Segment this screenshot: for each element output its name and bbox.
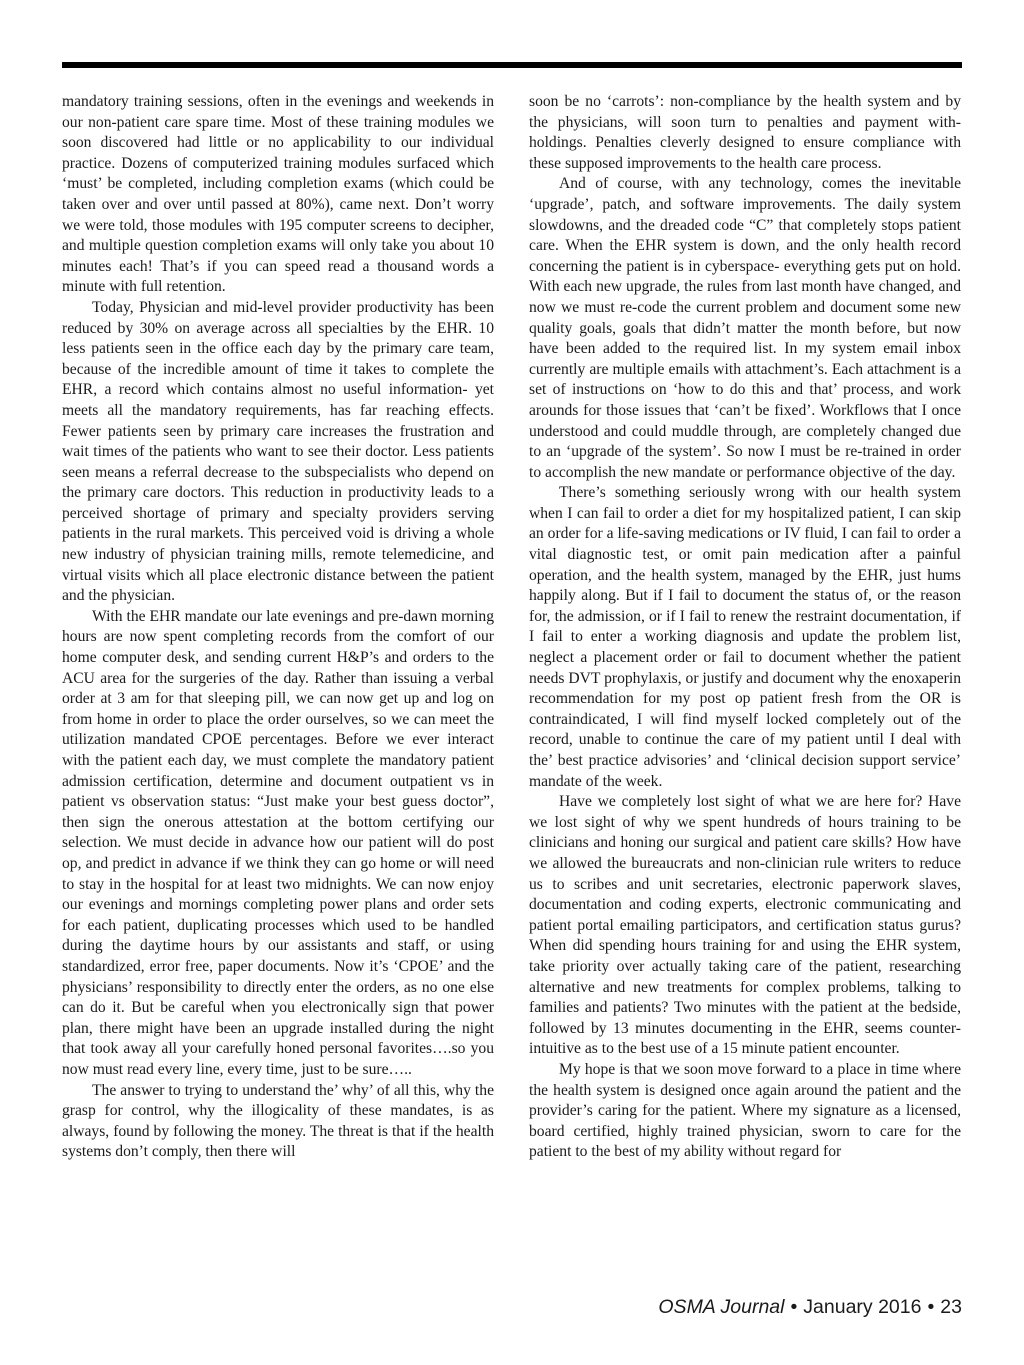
paragraph: With the EHR mandate our late evenings and pre-dawn morning hours are now spent completing records from the comfort of our home computer desk, and sending current H&P’s and orders to the ACU area for the surgeries of the day. Rather than issuing a verbal order at 3 am for that sleeping pill, we can now get up and log on from home in order to place the order ourselves, so we can meet the utilization mandated CPOE percentages. Before we ever interact with the patient each day, we must complete the mandatory patient admission certification, determine and document outpatient vs in patient vs observation status: “Just make your best guess doctor”, then sign the onerous attestation at the bottom certifying our selection. We must decide in advance how our patient will do post op, and predict in advance if we think they can go home or will need to stay in the hospital for at least two midnights. We can now enjoy our evenings and mornings completing power plans and order sets for each patient, duplicating processes which used to be handled during the daytime hours by our assistants and staff, or using standardized, error free, paper documents. Now it’s ‘CPOE’ and the physicians’ responsibility to directly enter the orders, as no one else can do it. But be careful when you electronically sign that power plan, there might have been an upgrade installed during the night that took away all your carefully honed personal favorites….so you now must read every line, every time, just to be sure….. (62, 607, 494, 1078)
separator-dot: • (927, 1296, 935, 1318)
top-rule (62, 62, 962, 68)
paragraph: mandatory training sessions, often in the evenings and weekends in our non-patient care spare time. Most of these training modules we soon discovered had little or no applicability to our individual practice. Dozens of computerized training modules surfaced which ‘must’ be completed, including completion exams (which could be taken over and over until passed at 80%), came next. Don’t worry we were told, those modules with 195 computer screens to decipher, and multiple question completion exams will only take you about 10 minutes each! That’s if you can speed read a thousand words a minute with full retention. (62, 93, 494, 296)
paragraph: soon be no ‘carrots’: non-compliance by the health system and by the physicians, will soon turn to penalties and payment with-holdings. Penalties cleverly designed to ensure compliance with these supposed improvements to the health care process. (529, 93, 961, 172)
issue-date: January 2016 (803, 1296, 922, 1318)
paragraph: Today, Physician and mid-level provider productivity has been reduced by 30% on average across all specialties by the EHR. 10 less patients seen in the office each day by the primary care team, because of the incredible amount of time it takes to complete the EHR, a record which contains almost no useful information- yet meets all the mandatory requirements, has far reaching effects. Fewer patients seen by primary care increases the frustration and wait times of the patients who want to see their doctor. Less patients seen means a referral decrease to the subspecialists who depend on the primary care doctors. This reduction in productivity leads to a perceived shortage of primary and specialty providers serving patients in the rural markets. This perceived void is driving a whole new industry of physician training mills, remote telemedicine, and virtual visits which all place electronic distance between the patient and the physician. (62, 298, 494, 605)
paragraph: There’s something seriously wrong with our health system when I can fail to order a diet for my hospitalized patient, I can skip an order for a life-saving medications or IV fluid, I can fail to order a vital diagnostic test, or omit pain medication after a painful operation, and the health system, managed by the EHR, just hums happily along. But if I fail to document the status of, or the reason for, the admission, or if I fail to renew the restraint documentation, if I fail to enter a working diagnosis and update the problem list, neglect a placement order or fail to document whether the patient needs DVT prophylaxis, or justify and document why the enoxaperin recommendation for my post op patient fresh from the OR is contraindicated, I will find myself locked completely out of the record, unable to continue the care of my patient until I deal with the’ best practice advisories’ and ‘clinical decision support service’ mandate of the week. (529, 484, 961, 790)
separator-dot: • (790, 1296, 798, 1318)
page-number: 23 (940, 1296, 962, 1318)
right-column (529, 92, 961, 1163)
paragraph: Have we completely lost sight of what we are here for? Have we lost sight of why we spent hundreds of hours training to be clinicians and honing our surgical and patient care skills? How have we allowed the bureaucrats and non-clinician rule writers to reduce us to scribes and unit secretaries, electronic paperwork slaves, documentation and coding experts, electronic communicating and patient portal emailing participators, and certification status gurus? When did spending hours training for and using the EHR system, take priority over actually taking care of the patient, researching alternative and new treatments for complex problems, talking to families and patients? Two minutes with the patient at the bedside, followed by 13 minutes documenting in the EHR, seems counter-intuitive as to the best use of a 15 minute patient encounter. (529, 793, 961, 1058)
page-footer (658, 1296, 962, 1319)
paragraph: My hope is that we soon move forward to a place in time where the health system is designed once again around the patient and the provider’s caring for the patient. Where my signature as a licensed, board certified, highly trained physician, sworn to care for the patient to the best of my ability without regard for (529, 1060, 961, 1161)
left-column (62, 92, 494, 1163)
paragraph: And of course, with any technology, comes the inevitable ‘upgrade’, patch, and software improvements. The daily system slowdowns, and the dreaded code “C” that completely stops patient care. When the EHR system is down, and the only health record concerning the patient is in cyberspace- everything gets put on hold. With each new upgrade, the rules from last month have changed, and now we must re-code the current problem and document some new quality goals, goals that didn’t matter the month before, but now have been added to the required list. In my system email inbox currently are multiple emails with attachment’s. Each attachment is a set of instructions on ‘how to do this and that’ process, and work arounds for those issues that ‘can’t be fixed’. Workflows that I once understood and could muddle through, are completely changed due to an ‘upgrade of the system’. So now I must be re-trained in order to accomplish the new mandate or performance objective of the day. (529, 175, 961, 481)
journal-name: OSMA Journal (658, 1296, 785, 1318)
paragraph: The answer to trying to understand the’ why’ of all this, why the grasp for control, why the illogicality of these mandates, is as always, found by following the money. The threat is that if the health systems don’t comply, then there will (62, 1081, 494, 1161)
